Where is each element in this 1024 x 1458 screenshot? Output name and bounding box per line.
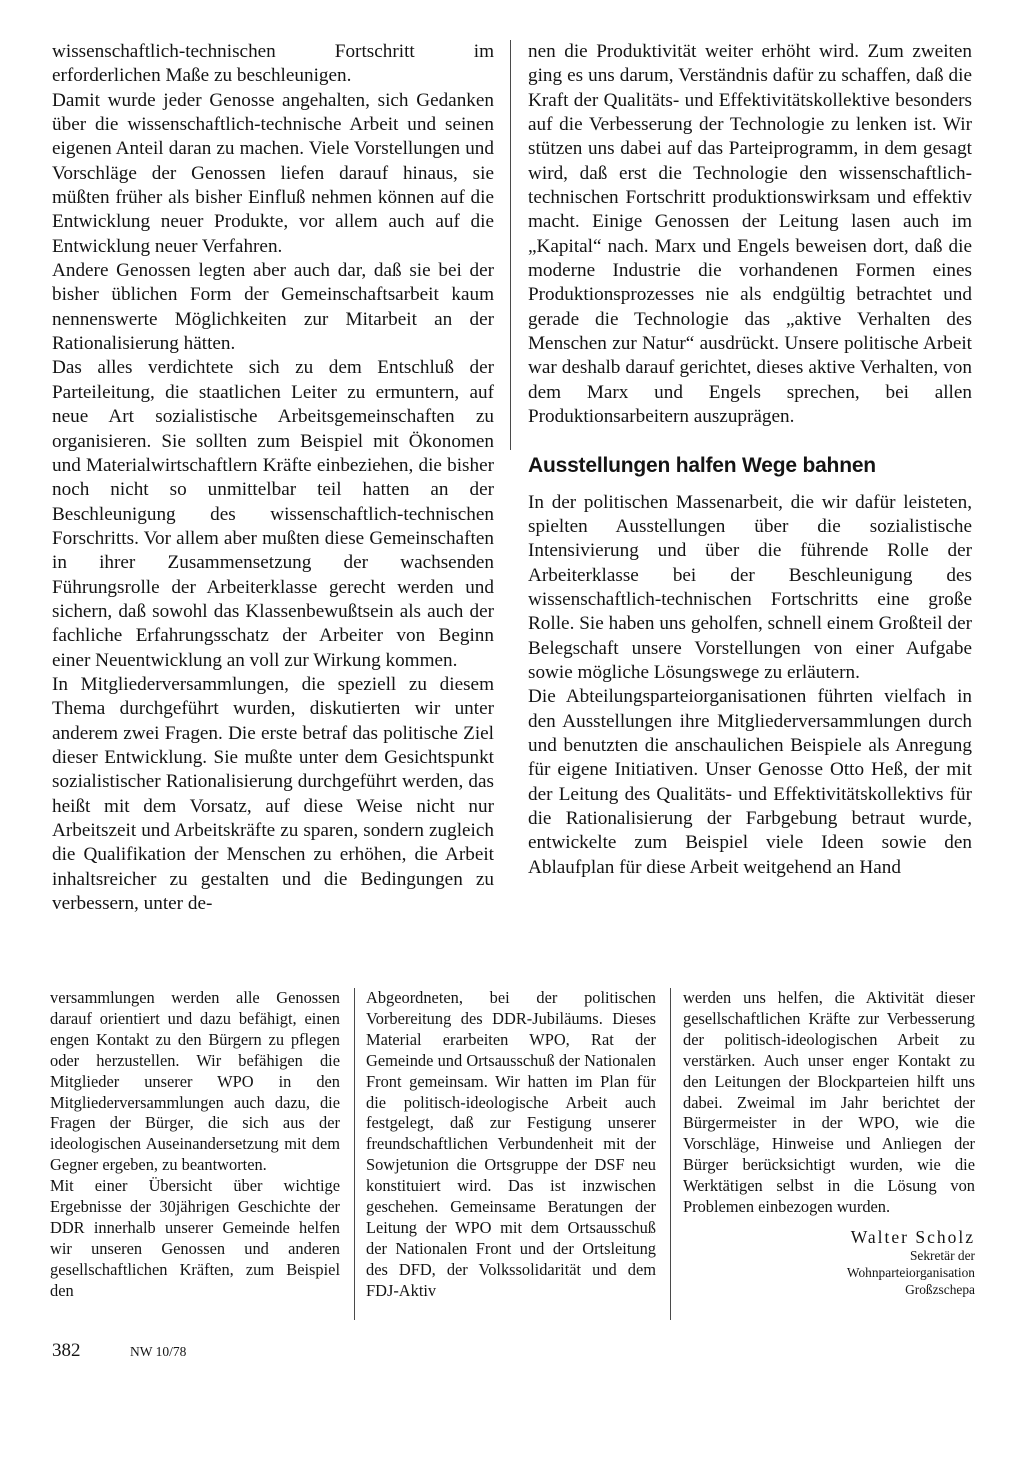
author-location: Großzschepa [905,1281,975,1297]
paragraph: Abgeordneten, bei der politischen Vorbereitung des DDR-Jubiläums. Dieses Material erarbeiten WPO, Rat der Gemeinde und Ortsausschuß der Nationalen Front gemeinsam. Wir hatten im Plan für die politisch-ideologische Arbeit auch festgelegt, daß zur Festigung unserer freundschaftlichen Verbundenheit mit der Sowjetunion die Ortsgruppe der DSF neu konstituiert wird. Das ist inzwischen geschehen. Gemeinsame Beratungen der Leitung der WPO mit dem Ortsausschuß der Nationalen Front und der Ortsleitung des DFD, der Volkssolidarität und dem FDJ-Aktiv [366,988,656,1300]
paragraph: nen die Produktivität weiter erhöht wird. Zum zweiten ging es uns darum, Verständnis dafür zu schaffen, daß die Kraft der Qualitäts- und Effektivitätskollektive besonders auf die Verbesserung der Technologie zu lenken ist. Wir stützen uns dabei auf das Parteiprogramm, in dem gesagt wird, daß erst die Technologie den wissenschaftlich-technischen Fortschritt produktionswirksam und effektiv macht. Einige Genossen der Leitung lasen auch im „Kapital“ nach. Marx und Engels beweisen dort, daß die moderne Industrie die vorhandenen Formen eines Produktionsprozesses nie als endgültig betrachtet und gerade die Technologie das „aktive Verhalten des Menschen zur Natur“ ausdrückt. Unsere politische Arbeit war deshalb darauf gerichtet, dieses aktive Verhalten, von dem Marx und Engels sprechen, bei allen Produktionsarbeitern auszuprägen. [528,41,972,428]
lower-column-1 [50,988,340,1302]
upper-right-column [528,40,972,880]
lower-column-3 [683,988,975,1298]
signature-block [683,1226,975,1298]
paragraph: Das alles verdichtete sich zu dem Entschluß der Parteileitung, die staatlichen Leiter zu ermuntern, auf neue Art sozialistische Arbeitsgemeinschaften zu organisieren. Sie sollten zum Beispiel mit Ökonomen und Materialwirtschaftlern Kräfte einbeziehen, die bisher noch nicht so unmittelbar teil hatten an der Beschleunigung des wissenschaftlich-technischen Forschritts. Vor allem aber mußten diese Gemeinschaften in ihrer Zusammensetzung der wachsenden Führungsrolle der Arbeiterklasse gerecht werden und sichern, daß sowohl das Klassenbewußtsein als auch der fachliche Erfahrungsschatz der Arbeiter von Beginn einer Neuentwicklung an voll zur Wirkung kommen. [52,357,494,671]
author-role: Sekretär der [909,1247,975,1263]
paragraph: In der politischen Massenarbeit, die wir dafür leisteten, spielten Ausstellungen über die sozialistische Intensivierung und über die führende Rolle der Arbeiterklasse bei der Beschleunigung des wissenschaftlich-technischen Fortschritts eine große Rolle. Sie haben uns geholfen, schnell einem Großteil der Belegschaft unsere Vorstellungen von einer Aufgabe sowie mögliche Lösungswege zu erläutern. [528,491,972,683]
paragraph: Mit einer Übersicht über wichtige Ergebnisse der 30jährigen Geschichte der DDR innerhalb unserer Gemeinde helfen wir unseren Genossen und anderen gesellschaftlichen Kräften, zum Beispiel den [50,1176,340,1300]
paragraph: werden uns helfen, die Aktivität dieser gesellschaftlichen Kräfte zur Verbesserung der politisch-ideologischen Arbeit zu verstärken. Auch unser enger Kontakt zu den Leitungen der Blockparteien hilft uns dabei. Zweimal im Jahr berichtet der Bürgermeister in der WPO, wie die Vorschläge, Hinweise und Anliegen der Bürger berücksichtigt wurden, wie die Werktätigen selbst in die Lösung von Problemen einbezogen wurden. [683,988,975,1217]
page-number: 382 [52,1340,81,1361]
author-name: Walter Scholz [850,1226,975,1247]
paragraph: Damit wurde jeder Genosse angehalten, sich Gedanken über die wissenschaftlich-technische Arbeit und seinen eigenen Anteil daran zu machen. Viele Vorstellungen und Vorschläge der Genossen liefen darauf hinaus, sie müßten früher als bisher Einfluß nehmen können auf die Entwicklung neuer Produkte, vor allem auch auf die Entwicklung neuer Verfahren. [52,89,494,257]
column-divider [510,40,511,450]
issue-label: NW 10/78 [130,1344,187,1359]
paragraph: Andere Genossen legten aber auch dar, daß sie bei der bisher üblichen Form der Gemeinschaftsarbeit kaum nennenswerte Möglichkeiten zur Mitarbeit an der Rationalisierung hätten. [52,260,494,355]
paragraph: In Mitgliederversammlungen, die speziell zu diesem Thema durchgeführt wurden, diskutierten wir unter anderem zwei Fragen. Die erste betraf das politische Ziel dieser Entwicklung. Sie mußte unter dem Gesichtspunkt sozialistischer Rationalisierung durchgeführt werden, das heißt mit dem Vorsatz, auf diese Weise nicht nur Arbeitszeit und Arbeitskräfte zu sparen, sondern zugleich die Qualifikation der Menschen zu erhöhen, die Arbeit inhaltsreicher zu gestalten und die Bedingungen zu verbessern, unter de- [52,673,494,915]
paragraph: Die Abteilungsparteiorganisationen führten vielfach in den Ausstellungen ihre Mitgliederversammlungen durch und benutzten die anschaulichen Beispiele als Anregung für eigene Initiativen. Unser Genosse Otto Heß, der mit der Leitung des Qualitäts- und Effektivitätskollektivs für die Rationalisierung der Farbgebung betraut wurde, entwickelte zum Beispiel viele Ideen sowie den Ablaufplan für diese Arbeit weitgehend an Hand [528,686,972,878]
upper-left-column [52,40,494,916]
section-heading: Ausstellungen halfen Wege bahnen [528,453,876,477]
author-organisation: Wohnparteiorganisation [846,1264,975,1280]
column-divider [670,988,671,1320]
paragraph: wissenschaftlich-technischen Fortschritt im erforderlichen Maße zu beschleunigen. [52,41,494,87]
column-divider [354,988,355,1320]
lower-column-2 [366,988,656,1302]
paragraph: versammlungen werden alle Genossen darauf orientiert und dazu befähigt, einen engen Kontakt zu den Bürgern zu pflegen oder herzustellen. Wir befähigen die Mitglieder unserer WPO in den Mitgliederversammlungen auch dazu, die Fragen der Bürger, die sich aus der ideologischen Auseinandersetzung mit dem Gegner ergeben, zu beantworten. [50,988,340,1175]
